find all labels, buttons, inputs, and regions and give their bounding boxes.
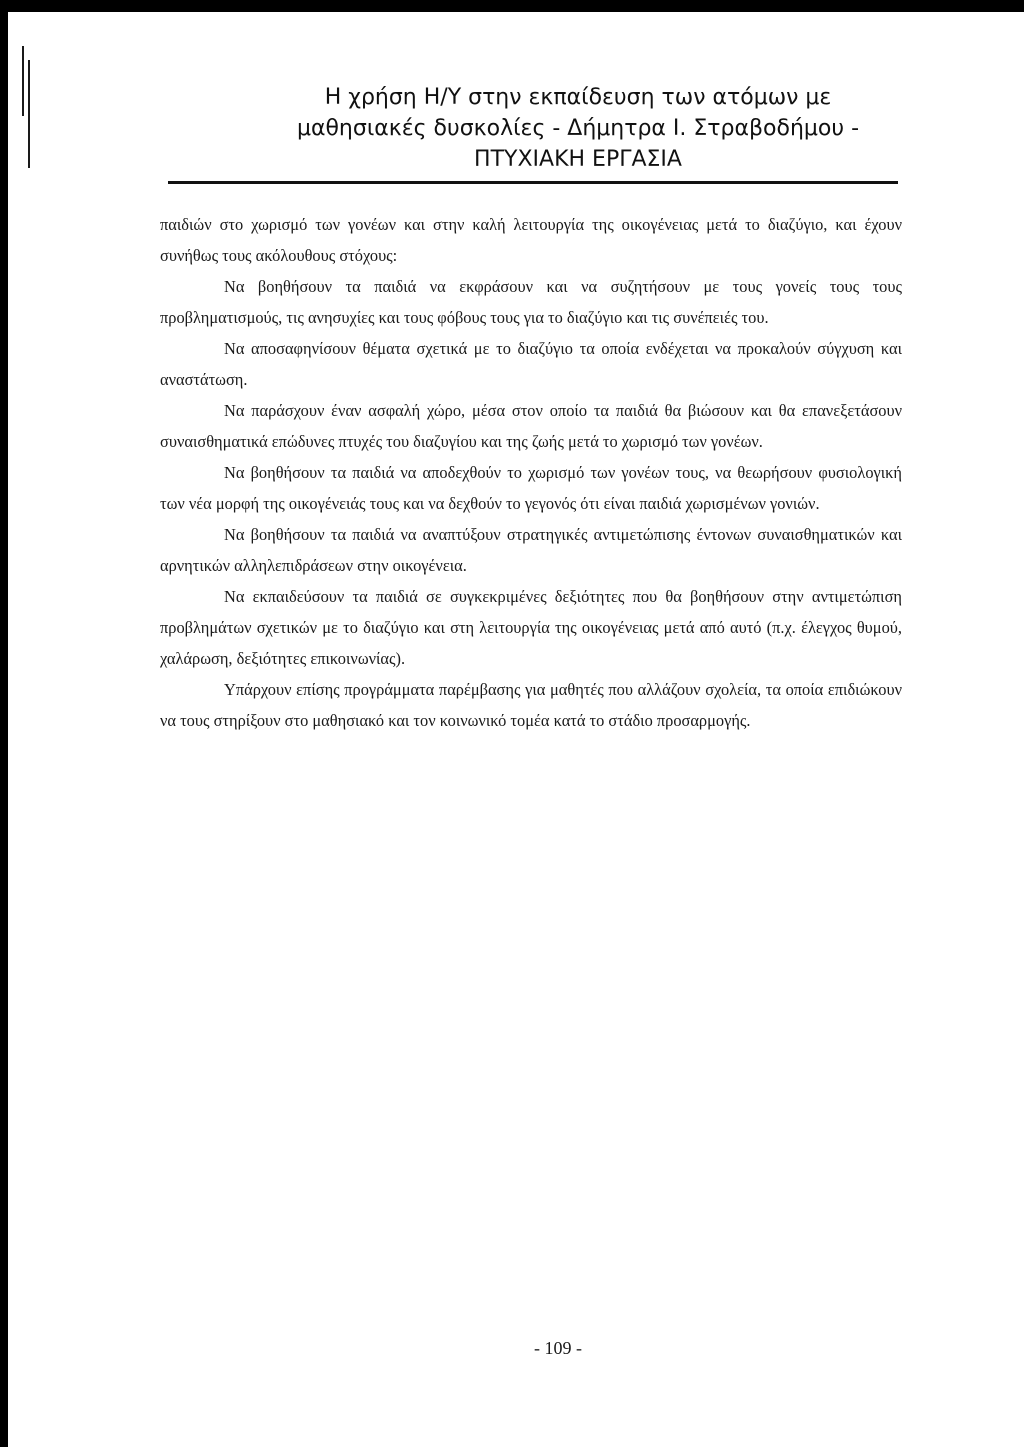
running-header bbox=[208, 82, 948, 175]
header-title-line-3: ΠΤΥΧΙΑΚΗ ΕΡΓΑΣΙΑ bbox=[474, 147, 682, 172]
paragraph: Να βοηθήσουν τα παιδιά να αναπτύξουν στρατηγικές αντιμετώπισης έντονων συναισθηματικών και αρνητικών αλληλεπιδράσεων στην οικογένεια. bbox=[160, 525, 902, 575]
scan-edge-line-inner bbox=[28, 60, 30, 168]
header-rule bbox=[168, 181, 898, 184]
page-number: - 109 - bbox=[534, 1338, 582, 1358]
paragraph: Να βοηθήσουν τα παιδιά να εκφράσουν και να συζητήσουν με τους γονείς τους τους προβληματισμούς, τις ανησυχίες και τους φόβους τους για το διαζύγιο και τις συνέπειές του. bbox=[160, 277, 902, 327]
paragraph: Να παράσχουν έναν ασφαλή χώρο, μέσα στον οποίο τα παιδιά θα βιώσουν και θα επανεξετάσουν συναισθηματικά επώδυνες πτυχές του διαζυγίου και της ζωής μετά το χωρισμό των γονέων. bbox=[160, 401, 902, 451]
paragraph: Να βοηθήσουν τα παιδιά να αποδεχθούν το χωρισμό των γονέων τους, να θεωρήσουν φυσιολογική των νέα μορφή της οικογένειάς τους και να δεχθούν το γεγονός ότι είναι παιδιά χωρισμένων γονιών. bbox=[160, 463, 902, 513]
body-text bbox=[160, 209, 902, 736]
paragraph: Να αποσαφηνίσουν θέματα σχετικά με το διαζύγιο τα οποία ενδέχεται να προκαλούν σύγχυση και αναστάτωση. bbox=[160, 339, 902, 389]
document-page bbox=[8, 12, 1024, 1447]
header-title-line-2: μαθησιακές δυσκολίες - Δήμητρα Ι. Στραβοδήμου - bbox=[296, 116, 860, 141]
scan-edge-line-outer bbox=[22, 46, 24, 116]
paragraph: παιδιών στο χωρισμό των γονέων και στην καλή λειτουργία της οικογένειας μετά το διαζύγιο, και έχουν συνήθως τους ακόλουθους στόχους: bbox=[160, 215, 902, 265]
paragraph: Να εκπαιδεύσουν τα παιδιά σε συγκεκριμένες δεξιότητες που θα βοηθήσουν στην αντιμετώπιση προβλημάτων σχετικών με το διαζύγιο και στη λειτουργία της οικογένειας μετά από αυτό (π.χ. έλεγχος θυμού, χαλάρωση, δεξιότητες επικοινωνίας). bbox=[160, 587, 902, 668]
paragraph: Υπάρχουν επίσης προγράμματα παρέμβασης για μαθητές που αλλάζουν σχολεία, τα οποία επιδιώκουν να τους στηρίξουν στο μαθησιακό και τον κοινωνικό τομέα κατά το στάδιο προσαρμογής. bbox=[160, 680, 902, 730]
header-title-line-1: Η χρήση Η/Υ στην εκπαίδευση των ατόμων με bbox=[324, 85, 832, 110]
